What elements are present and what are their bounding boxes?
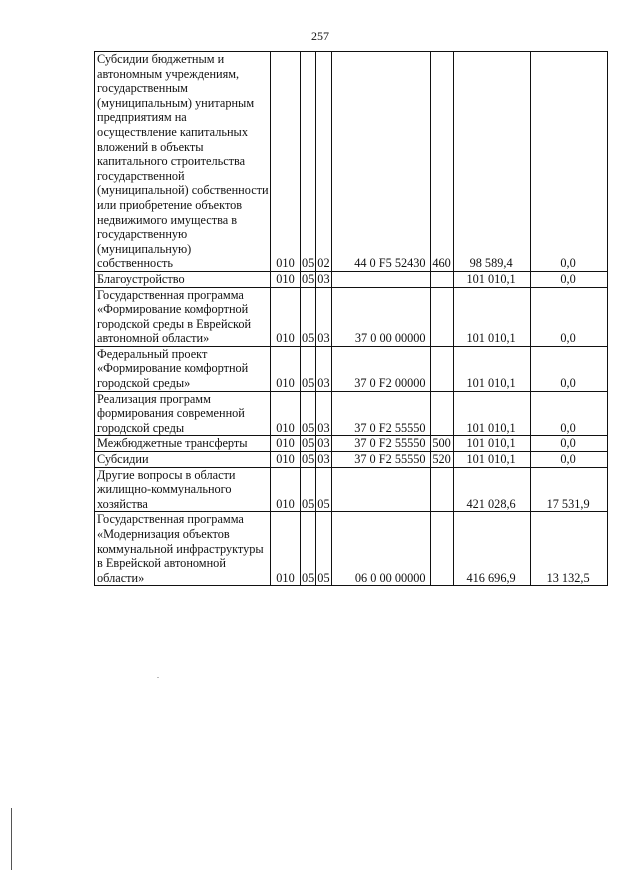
expense-type-code (430, 346, 453, 391)
ministry-code: 010 (271, 346, 301, 391)
ministry-code: 010 (271, 271, 301, 287)
subsection-code: 05 (316, 467, 331, 512)
page-edge-line (11, 808, 12, 870)
subsection-code: 05 (316, 512, 331, 586)
amount-first-year: 101 010,1 (453, 452, 530, 468)
amount-first-year: 101 010,1 (453, 436, 530, 452)
subsection-code: 02 (316, 52, 331, 272)
budget-table (94, 51, 608, 586)
row-name: Межбюджетные трансферты (95, 436, 271, 452)
expense-type-code: 500 (430, 436, 453, 452)
section-code: 05 (301, 346, 316, 391)
page-number: 257 (311, 29, 329, 43)
expense-type-code: 460 (430, 52, 453, 272)
section-code: 05 (302, 436, 315, 451)
ministry-code: 010 (271, 467, 301, 512)
subsection-code: 03 (316, 391, 331, 436)
amount-second-year: 0,0 (530, 436, 607, 452)
amount-second-year: 0,0 (530, 52, 607, 272)
table-row (95, 452, 608, 468)
amount-first-year: 421 028,6 (453, 467, 530, 512)
target-article-code (331, 271, 430, 287)
target-article-code: 37 0 F2 55550 (331, 452, 430, 468)
subsection-code: 03 (317, 452, 330, 467)
row-name: Субсидии бюджетным и автономным учреждениям, государственным (муниципальным) унитарным предприятиям на осуществление капитальных вложений в объекты капитального строительства государственной (муниципальной) собственности или приобретение объектов недвижимого имущества в государственную (муниципальную) собственность (95, 52, 271, 272)
target-article-code: 06 0 00 00000 (331, 512, 430, 586)
amount-first-year: 101 010,1 (453, 287, 530, 346)
section-code: 05 (301, 467, 316, 512)
ministry-code: 010 (271, 452, 301, 468)
subsection-code: 03 (317, 271, 330, 286)
amount-first-year: 101 010,1 (453, 391, 530, 436)
amount-second-year: 0,0 (530, 287, 607, 346)
table-row (95, 391, 608, 436)
amount-second-year: 13 132,5 (530, 512, 607, 586)
table-row (95, 271, 608, 287)
amount-first-year: 98 589,4 (453, 52, 530, 272)
ministry-code: 010 (271, 52, 301, 272)
table-row (95, 512, 608, 586)
expense-type-code (430, 467, 453, 512)
subsection-code: 03 (316, 287, 331, 346)
row-name: Благоустройство (95, 271, 271, 287)
target-article-code: 37 0 F2 55550 (331, 391, 430, 436)
section-code: 05 (302, 452, 315, 467)
subsection-code: 03 (316, 346, 331, 391)
target-article-code (331, 467, 430, 512)
table-row (95, 436, 608, 452)
table-row (95, 287, 608, 346)
amount-second-year: 0,0 (530, 271, 607, 287)
section-code: 05 (301, 52, 316, 272)
subsection-code: 03 (317, 436, 330, 451)
section-code: 05 (301, 287, 316, 346)
expense-type-code (430, 287, 453, 346)
target-article-code: 37 0 F2 55550 (331, 436, 430, 452)
expense-type-code (430, 512, 453, 586)
target-article-code: 37 0 00 00000 (331, 287, 430, 346)
target-article-code: 37 0 F2 00000 (331, 346, 430, 391)
ministry-code: 010 (271, 436, 301, 452)
ministry-code: 010 (271, 512, 301, 586)
scan-speck (157, 677, 159, 678)
expense-type-code: 520 (430, 452, 453, 468)
section-code: 05 (301, 391, 316, 436)
row-name: Государственная программа «Модернизация объектов коммунальной инфраструктуры в Еврейской автономной области» (95, 512, 271, 586)
amount-first-year: 101 010,1 (453, 271, 530, 287)
amount-second-year: 0,0 (530, 346, 607, 391)
expense-type-code (430, 391, 453, 436)
amount-first-year: 101 010,1 (453, 346, 530, 391)
row-name: Реализация программ формирования современной городской среды (95, 391, 271, 436)
row-name: Федеральный проект «Формирование комфортной городской среды» (95, 346, 271, 391)
table-row (95, 467, 608, 512)
expense-type-code (430, 271, 453, 287)
amount-second-year: 0,0 (530, 391, 607, 436)
amount-second-year: 0,0 (530, 452, 607, 468)
amount-second-year: 17 531,9 (530, 467, 607, 512)
table-row (95, 346, 608, 391)
amount-first-year: 416 696,9 (453, 512, 530, 586)
ministry-code: 010 (271, 287, 301, 346)
table-row (95, 52, 608, 272)
ministry-code: 010 (271, 391, 301, 436)
target-article-code: 44 0 F5 52430 (331, 52, 430, 272)
section-code: 05 (302, 271, 315, 286)
row-name: Государственная программа «Формирование комфортной городской среды в Еврейской автономной области» (95, 287, 271, 346)
row-name: Другие вопросы в области жилищно-коммунального хозяйства (95, 467, 271, 512)
row-name: Субсидии (95, 452, 271, 468)
section-code: 05 (301, 512, 316, 586)
